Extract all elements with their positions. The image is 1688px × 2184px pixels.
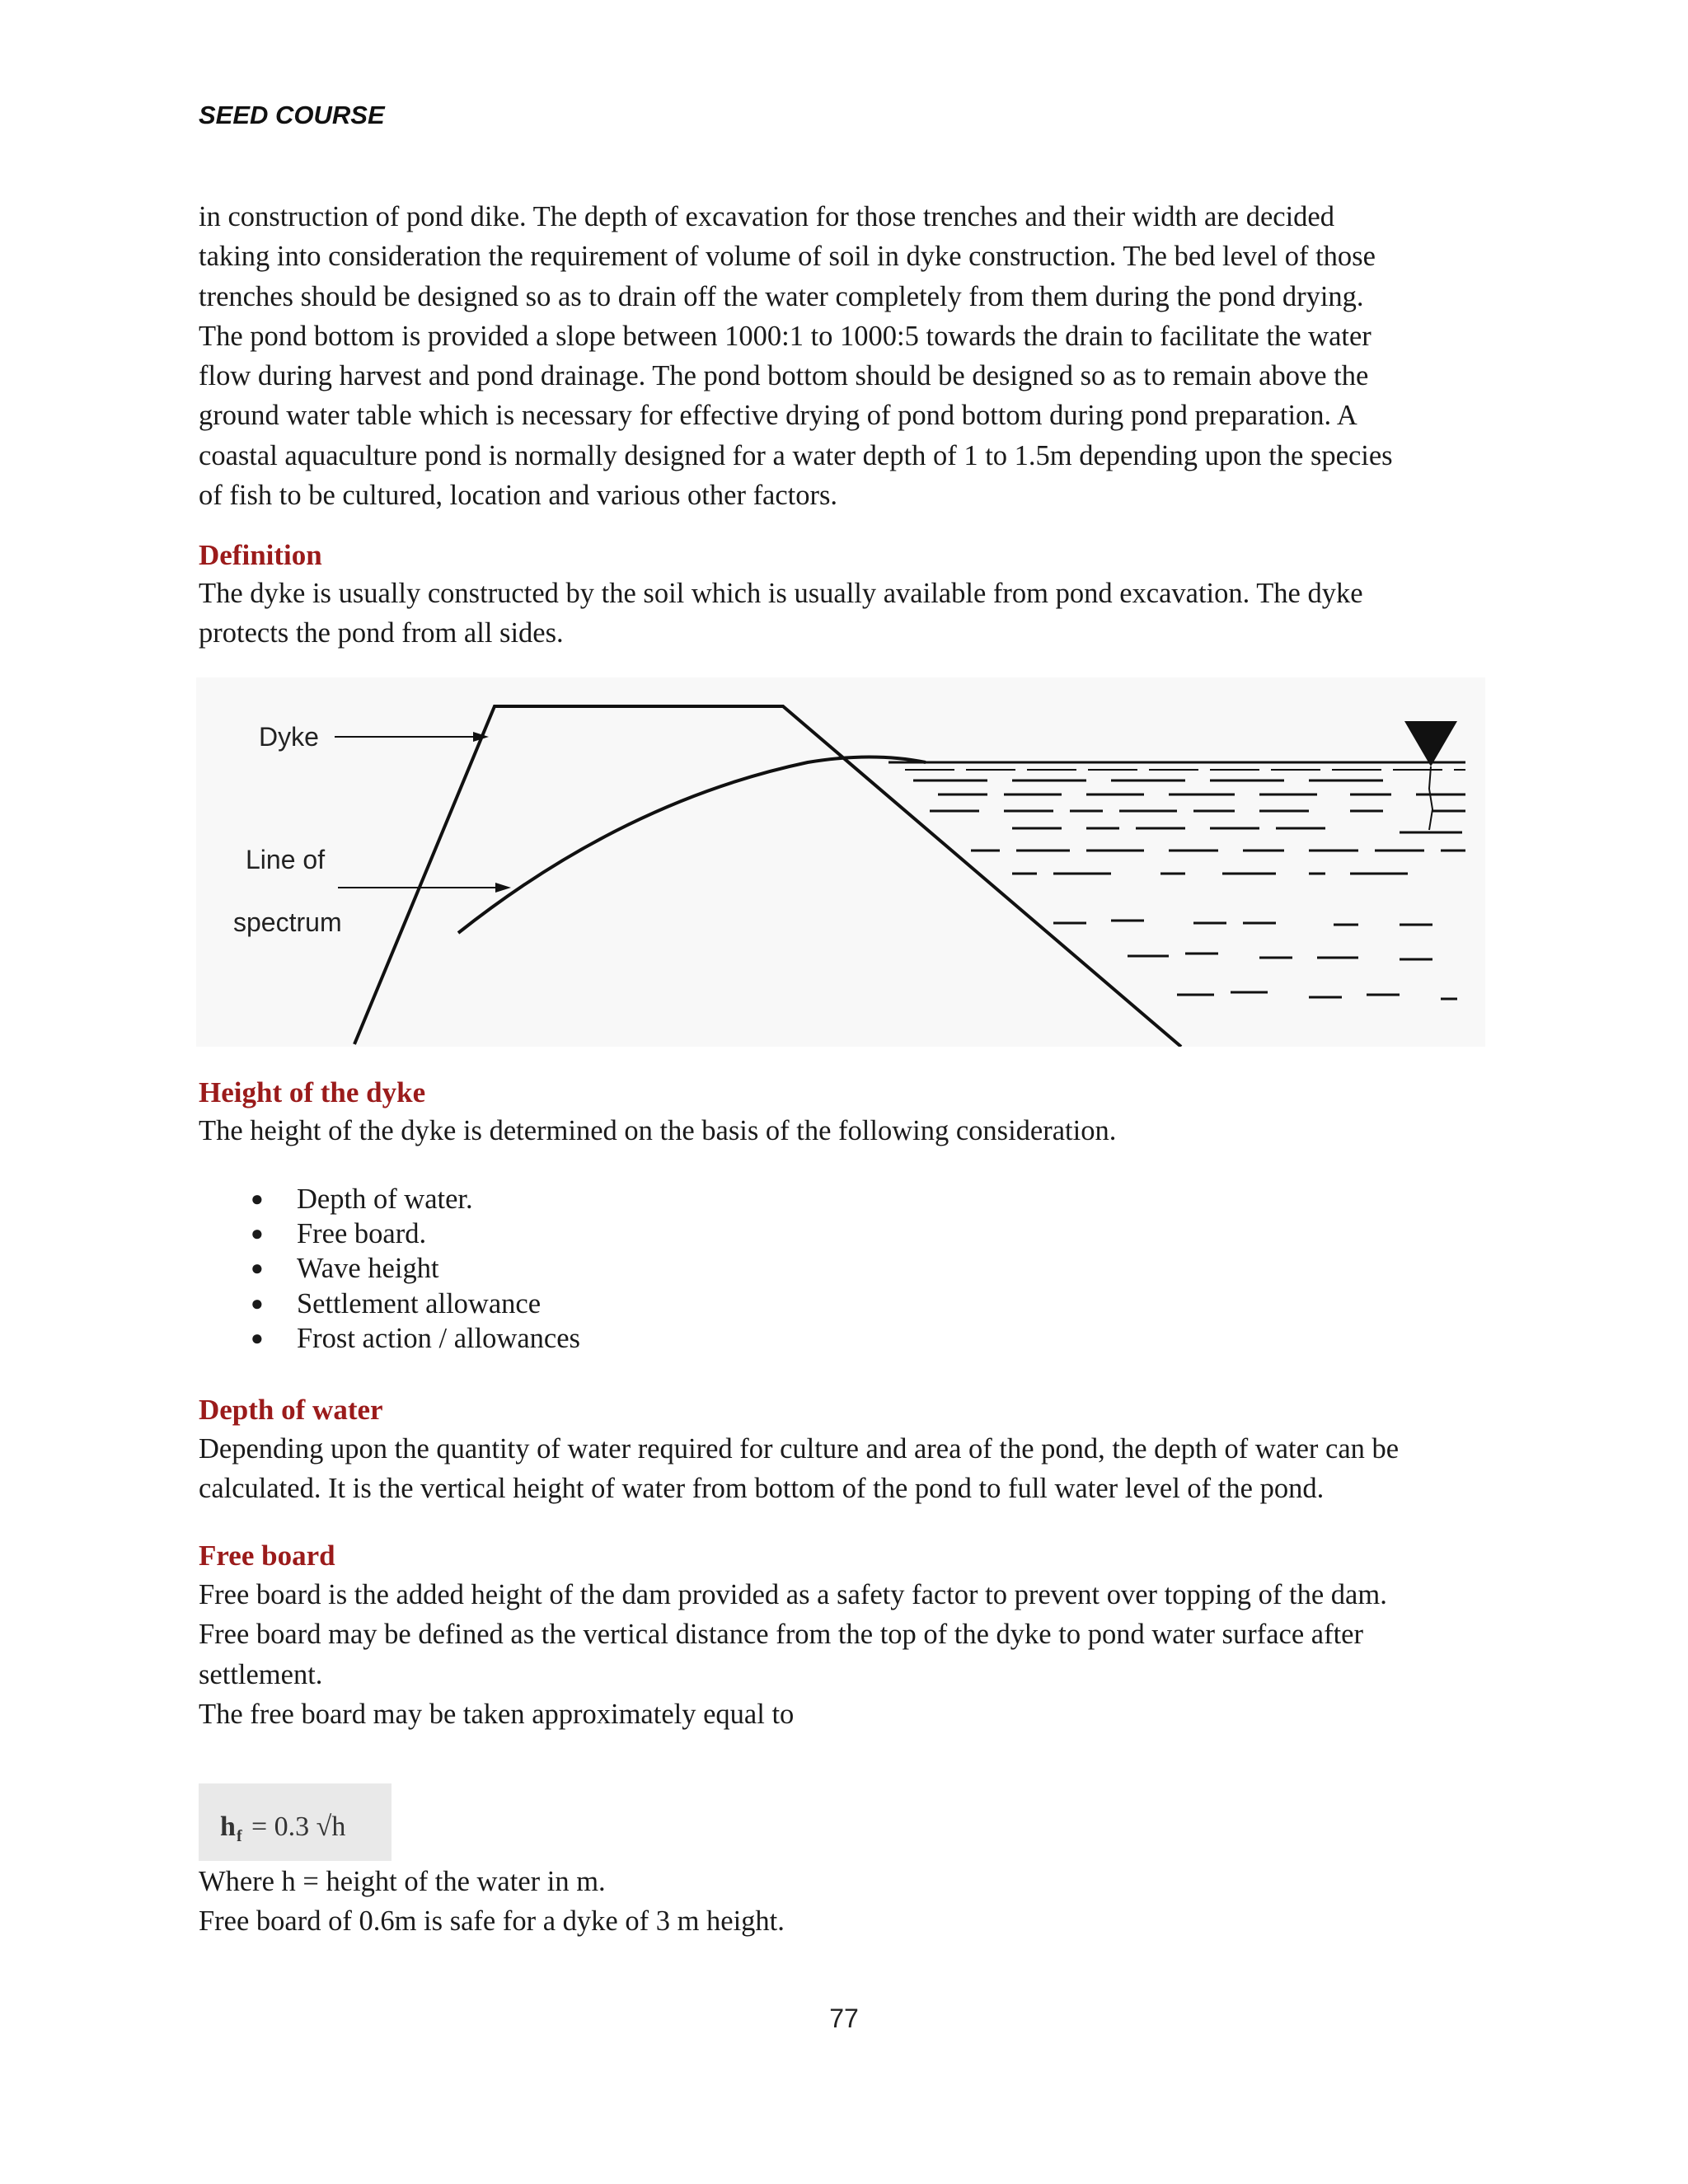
intro-line: trenches should be designed so as to drain off the water completely from them during the pond drying. xyxy=(199,280,1364,312)
free-board-paragraph xyxy=(199,1575,1501,1734)
dyke-cross-section-figure xyxy=(196,677,1485,1047)
bullet-icon: ● xyxy=(251,1187,264,1211)
figure-background xyxy=(196,677,1485,1047)
bullet-icon: ● xyxy=(251,1256,264,1281)
formula-lhs: h xyxy=(220,1811,236,1842)
depth-of-water-paragraph xyxy=(199,1429,1501,1509)
free-board-notes xyxy=(199,1862,1501,1942)
list-item: ● Settlement allowance xyxy=(199,1286,580,1321)
intro-line: ground water table which is necessary for effective drying of pond bottom during pond preparation. A xyxy=(199,400,1357,432)
page-number: 77 xyxy=(829,2004,859,2033)
bullet-icon: ● xyxy=(251,1325,264,1350)
intro-paragraph xyxy=(199,197,1501,515)
intro-line: taking into consideration the requirement of volume of soil in dyke construction. The bed level of those xyxy=(199,241,1376,273)
consideration-list xyxy=(199,1182,580,1356)
dyke-diagram xyxy=(196,677,1485,1047)
free-board-line: The free board may be taken approximately equal to xyxy=(199,1698,795,1730)
free-board-line: settlement. xyxy=(199,1658,323,1690)
definition-line: The dyke is usually constructed by the soil which is usually available from pond excavation. The dyke xyxy=(199,578,1363,609)
free-board-formula xyxy=(199,1783,392,1861)
intro-line: The pond bottom is provided a slope between 1000:1 to 1000:5 towards the drain to facilitate the water xyxy=(199,320,1372,352)
bullet-icon: ● xyxy=(251,1291,264,1315)
intro-line: in construction of pond dike. The depth of excavation for those trenches and their width are decided xyxy=(199,201,1334,232)
depth-line: Depending upon the quantity of water required for culture and area of the pond, the depth of water can be xyxy=(199,1433,1400,1465)
intro-line: flow during harvest and pond drainage. The pond bottom should be designed so as to remain above the xyxy=(199,360,1369,392)
definition-heading: Definition xyxy=(199,539,322,571)
list-item: ● Depth of water. xyxy=(199,1182,580,1216)
label-dyke: Dyke xyxy=(259,722,319,752)
formula-subscript: f xyxy=(237,1827,242,1845)
depth-of-water-heading: Depth of water xyxy=(199,1394,383,1426)
label-spectrum: spectrum xyxy=(233,907,342,937)
free-board-line: Free board may be defined as the vertical distance from the top of the dyke to pond water surface after xyxy=(199,1619,1363,1651)
label-line-of: Line of xyxy=(246,845,326,874)
list-item: ● Free board. xyxy=(199,1216,580,1251)
running-header: SEED COURSE xyxy=(199,101,385,129)
height-of-dyke-heading: Height of the dyke xyxy=(199,1076,426,1108)
formula-image xyxy=(199,1783,392,1861)
list-item: ● Frost action / allowances xyxy=(199,1321,580,1356)
intro-line: coastal aquaculture pond is normally designed for a water depth of 1 to 1.5m depending upon the species xyxy=(199,439,1393,471)
intro-line: of fish to be cultured, location and various other factors. xyxy=(199,480,838,512)
formula-rhs: = 0.3 √h xyxy=(251,1811,346,1842)
free-board-line: Free board is the added height of the dam provided as a safety factor to prevent over topping of the dam. xyxy=(199,1579,1387,1610)
depth-line: calculated. It is the vertical height of water from bottom of the pond to full water level of the pond. xyxy=(199,1473,1325,1505)
bullet-icon: ● xyxy=(251,1221,264,1246)
definition-line: protects the pond from all sides. xyxy=(199,617,564,649)
height-of-dyke-intro: The height of the dyke is determined on the basis of the following consideration. xyxy=(199,1115,1117,1146)
note-line: Free board of 0.6m is safe for a dyke of 3 m height. xyxy=(199,1905,785,1938)
definition-paragraph xyxy=(199,574,1501,654)
list-item: ● Wave height xyxy=(199,1251,580,1286)
free-board-heading: Free board xyxy=(199,1540,335,1572)
note-line: Where h = height of the water in m. xyxy=(199,1866,606,1897)
